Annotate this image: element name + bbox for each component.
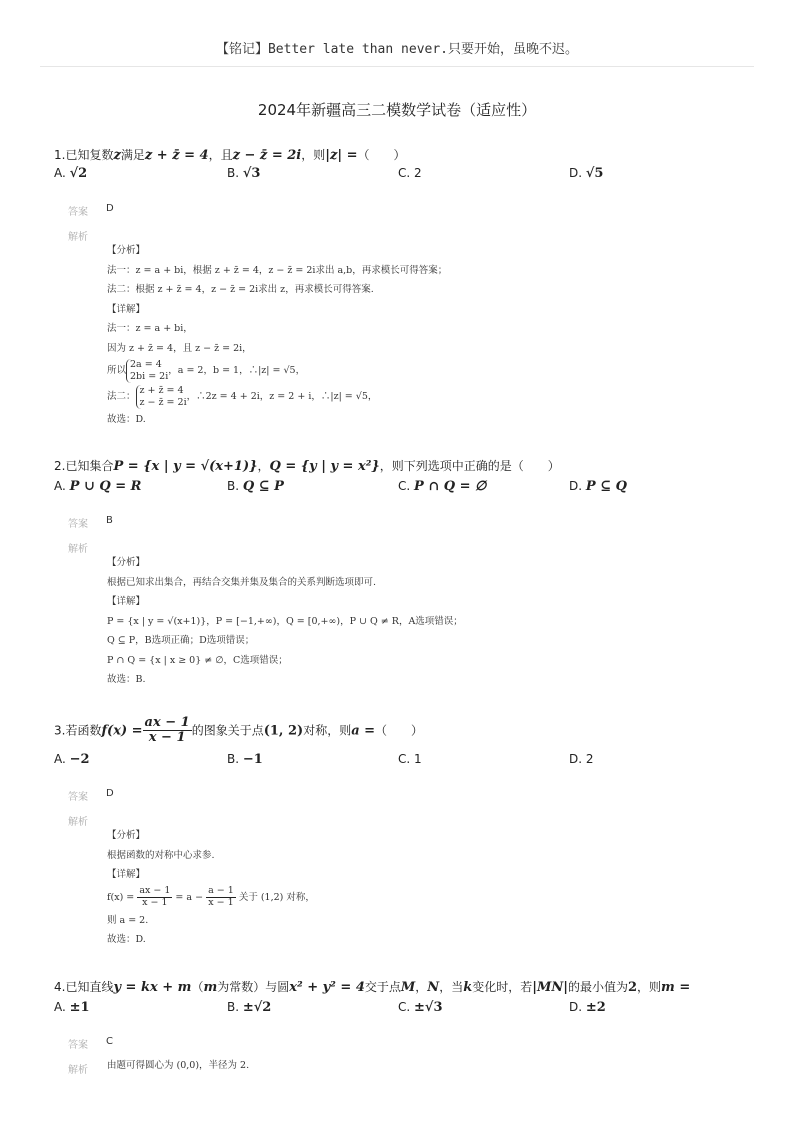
option-c: C. P ∩ Q = ∅: [398, 479, 487, 494]
option-a: A. √2: [54, 166, 88, 181]
option-a: A. ±1: [54, 1000, 90, 1015]
option-d: D. P ⊆ Q: [569, 479, 627, 494]
option-d: D. ±2: [569, 1000, 606, 1015]
motto: 【铭记】Better late than never.只要开始，虽晚不迟。: [215, 42, 578, 57]
option-b: B. −1: [227, 752, 263, 767]
analysis-label: 解析: [68, 1065, 88, 1076]
question-2-analysis: 【分析】 根据已知求出集合，再结合交集并集及集合的关系判断选项即可. 【详解】 P = {x | y = √(x+1)}，P = [−1,+∞)，Q = [0,+∞)，P ∪ Q ≠ R，A选项错误； Q ⊆ P，B选项正确；D选项错误； P ∩ Q = {x | x ≥ 0} ≠ ∅，C选项错误； 故选：B.: [107, 557, 463, 685]
question-number: 3.: [54, 723, 66, 738]
answer-value: D: [106, 203, 114, 214]
option-b: B. √3: [227, 166, 261, 181]
question-number: 1.: [54, 148, 66, 162]
option-c: C. ±√3: [398, 1000, 443, 1015]
question-3-stem: 3.若函数f(x) = $\frac{ax - 1}{x - 1}$ 的图象关于点(1, 2)对称，则a =（ ）: [54, 715, 424, 746]
analysis-label: 解析: [68, 817, 88, 828]
question-number: 2.: [54, 459, 66, 473]
answer-label: 答案: [68, 207, 88, 218]
answer-label: 答案: [68, 1040, 88, 1051]
option-c: C. 1: [398, 752, 422, 766]
answer-label: 答案: [68, 792, 88, 803]
question-3-analysis: 【分析】 根据函数的对称中心求参. 【详解】 f(x) = $\frac{ax - 1}{x - 1}$ = a − $\frac{a - 1}{x - 1}$ 关于 (1,2) 对称， 则 a = 2. 故选：D.: [107, 830, 315, 945]
answer-value: B: [106, 515, 113, 526]
header-divider: [40, 66, 754, 67]
option-a: A. −2: [54, 752, 90, 767]
option-d: D. √5: [569, 166, 604, 181]
analysis-label: 解析: [68, 232, 88, 243]
answer-label: 答案: [68, 519, 88, 530]
question-1-stem: 1.已知复数z满足z + z̄ = 4，且z − z̄ = 2i，则|z| =（ ）: [54, 148, 406, 163]
analysis-label: 解析: [68, 544, 88, 555]
answer-value: C: [106, 1036, 113, 1047]
answer-value: D: [106, 788, 114, 799]
option-d: D. 2: [569, 752, 594, 766]
question-number: 4.: [54, 980, 66, 994]
option-b: B. Q ⊆ P: [227, 479, 284, 494]
option-b: B. ±√2: [227, 1000, 272, 1015]
question-4-analysis: 由题可得圆心为 (0,0)，半径为 2.: [107, 1060, 250, 1071]
question-2-stem: 2.已知集合P = {x | y = √(x+1)}，Q = {y | y = x²}，则下列选项中正确的是（ ）: [54, 459, 560, 474]
option-a: A. P ∪ Q = R: [54, 479, 142, 494]
question-4-stem: 4.已知直线y = kx + m（m为常数）与圆x² + y² = 4交于点M，N，当k变化时，若|MN|的最小值为2，则m =: [54, 980, 691, 995]
question-1-analysis: 【分析】 法一：z = a + bi，根据 z + z̄ = 4，z − z̄ = 2i求出 a,b，再求模长可得答案； 法二：根据 z + z̄ = 4，z − z̄ = 2i求出 z，再求模长可得答案. 【详解】 法一：z = a + bi， 因为 z + z̄ = 4，且 z − z̄ = 2i， 所以 2a = 4 2bi = 2i ，a = 2，b = 1，∴|z| = √5， 法二： z + z̄ = 4 z − z̄ = 2i ，∴2z = 4 + 2i，z = 2 + i，∴|z| = √5， 故选：D.: [107, 245, 448, 425]
page-title: 2024年新疆高三二模数学试卷（适应性）: [257, 101, 537, 119]
option-c: C. 2: [398, 166, 422, 180]
